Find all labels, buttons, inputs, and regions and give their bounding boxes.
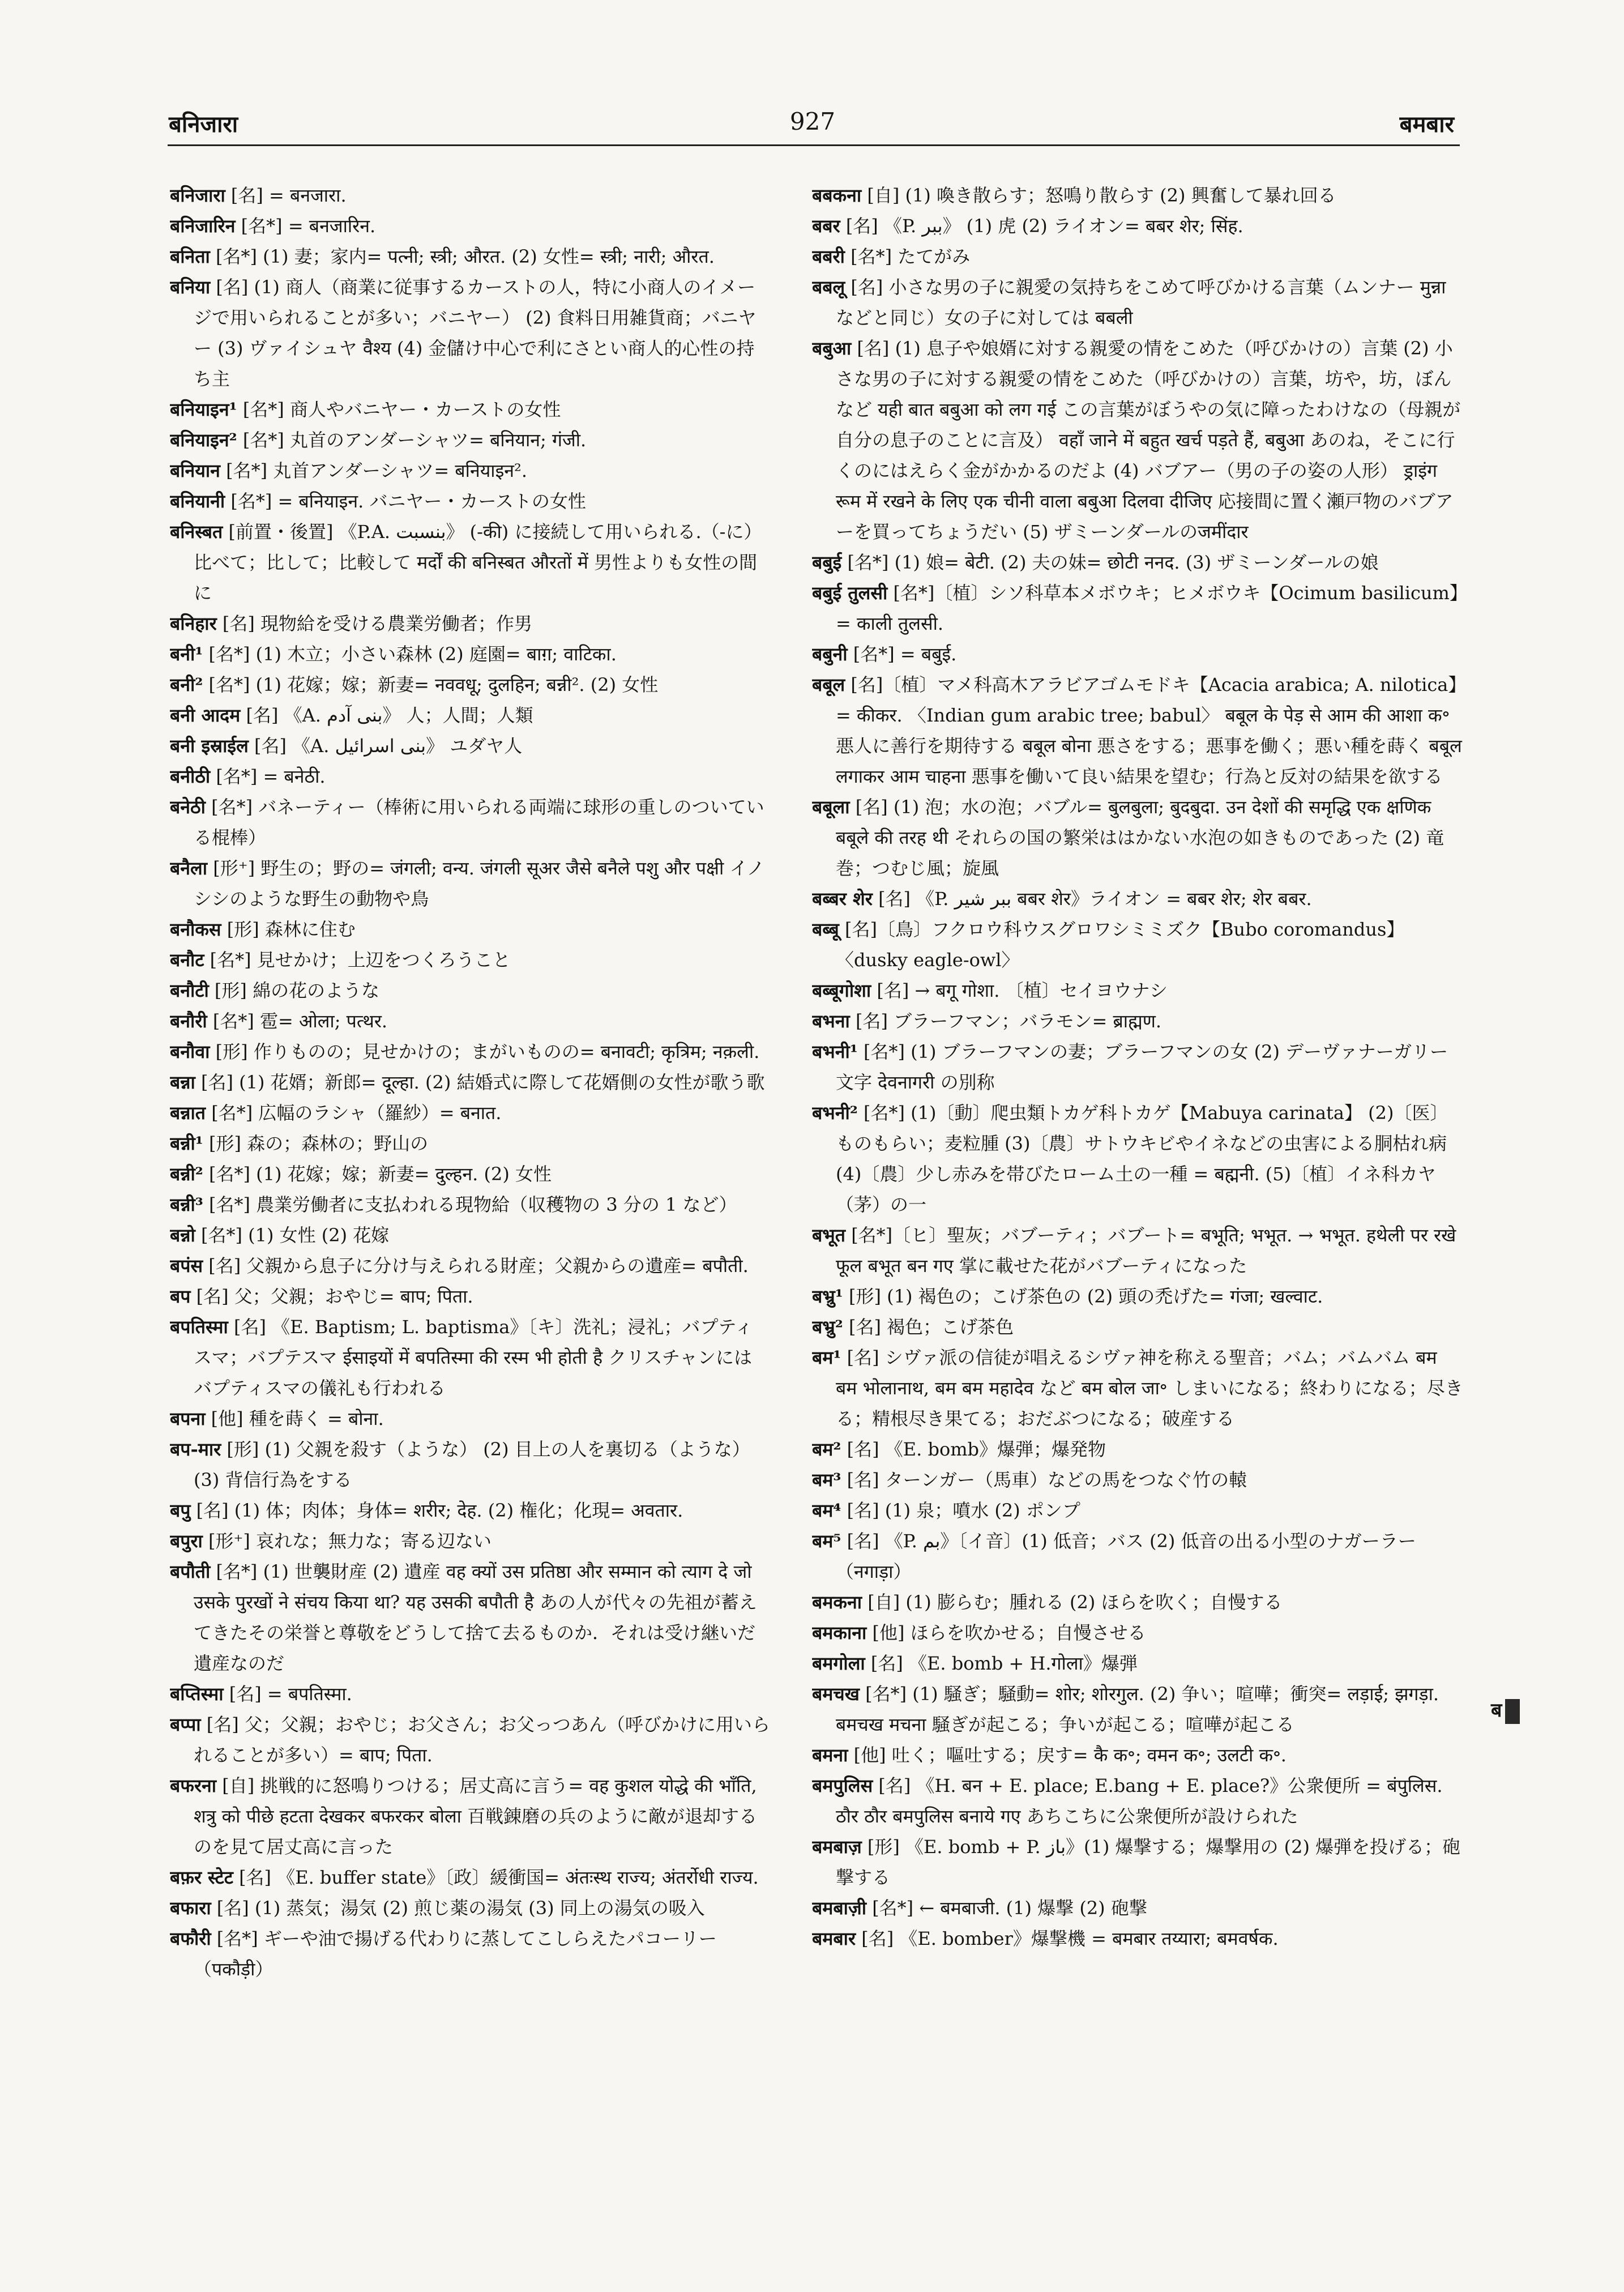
entry-definition: [形] 作りものの；見せかけの；まがいものの= बनावटी; कृत्रिम; नक़ली. (210, 1041, 760, 1062)
left-guide-word: बनिजारा (169, 111, 238, 138)
dictionary-entry (812, 1098, 1463, 1220)
entry-headword: बनिया (170, 276, 211, 298)
entry-headword: बब्बू (812, 919, 839, 940)
entry-headword: बनेठी (170, 796, 206, 818)
entry-headword: बमपुलिस (812, 1775, 873, 1796)
entry-definition: [名*] ← बमबाजी. (1) 爆撃 (2) 砲撃 (866, 1897, 1147, 1919)
entry-headword: बनिता (170, 246, 210, 267)
entry-headword: बनीठी (170, 766, 211, 787)
entry-definition: [名*]〔植〕シソ科草本メボウキ；ヒメボウキ【Ocimum basilicum】= काली तुलसी. (836, 582, 1459, 634)
entry-headword: बपंस (170, 1255, 203, 1277)
entry-headword: बनैला (170, 857, 208, 879)
entry-definition: [名*] = बनेठी. (210, 766, 326, 787)
dictionary-entry (170, 1098, 770, 1128)
header-rule (168, 144, 1460, 146)
entry-headword: बबुई (812, 552, 842, 573)
entry-definition: [名*] (1) 騒ぎ；騒動= शोर; शोरगुल. (2) 争い；喧嘩；衝突= लड़ाई; झगड़ा. बमचख मचना 騒ぎが起こる；争いが起こる；喧嘩が起こる (836, 1683, 1439, 1735)
entry-definition: [名*] (1) ブラーフマンの妻；ブラーフマンの女 (2) デーヴァナーガリー文字 देवनागरी の別称 (836, 1041, 1448, 1093)
entry-headword: बबरी (812, 246, 845, 267)
entry-headword: बफरना (170, 1775, 217, 1796)
dictionary-entry (170, 1281, 770, 1312)
dictionary-entry (170, 1495, 770, 1526)
dictionary-entry (170, 455, 770, 486)
entry-headword: बमकाना (812, 1622, 867, 1644)
entry-headword: बब्बूगोशा (812, 980, 871, 1001)
dictionary-entry (170, 517, 770, 608)
dictionary-entry (812, 1770, 1463, 1832)
entry-definition: [名] 《A. بنی اسرائیل》 ユダヤ人 (248, 735, 523, 757)
entry-definition: [名*] 商人やバニヤー・カーストの女性 (237, 399, 561, 420)
entry-headword: बनिजारिन (170, 215, 236, 237)
dictionary-entry (170, 1434, 770, 1495)
entry-headword: बपुरा (170, 1530, 203, 1552)
entry-definition: [名*] ギーや油で揚げる代わりに蒸してこしらえたパコーリー（पकौड़ी） (194, 1928, 717, 1980)
entry-headword: बनियाइन¹ (170, 399, 237, 420)
entry-definition: [前置・後置] 《P.A. بنسبت》 (-की) に接続して用いられる.（-に）比べて；比して；比較して मर्दों की बनिस्बत औरतों में 男性よりも女性の間に (194, 521, 762, 604)
dictionary-entry (812, 1220, 1463, 1281)
entry-definition: [名] 《P. ببر》 (1) 虎 (2) ライオン= बबर शेर; सिंह. (840, 215, 1243, 237)
entry-definition: [名*] (1) 女性 (2) 花嫁 (195, 1224, 390, 1246)
dictionary-entry (170, 853, 770, 914)
entry-definition: [名*]〔ヒ〕聖灰；バブーティ；バブート= बभूति; भभूत. → भभूत. हथेली पर रखे फूल बभूत बन गए 掌に載せた花がバブーティになった (836, 1224, 1456, 1277)
entry-headword: बबुनी (812, 643, 848, 665)
entry-headword: बबर (812, 215, 840, 237)
dictionary-entry (170, 1556, 770, 1679)
entry-headword: बपौती (170, 1561, 211, 1582)
entry-definition: [名] 《E. bomber》爆撃機 = बमबार तय्यारा; बमवर्षक. (856, 1928, 1279, 1949)
entry-headword: बभना (812, 1010, 850, 1032)
entry-definition: [名] 《H. बन + E. place; E.bang + E. place?》公衆便所 = बंपुलिस. ठौर ठौर बमपुलिस बनाये गए あちこちに公衆便所が設けられた (836, 1775, 1443, 1827)
entry-definition: [名] シヴァ派の信徒が唱えるシヴァ神を称える聖音；バム；バムバム बम बम भोलानाथ, बम बम महादेव など बम बोल जा॰ しまいになる；終わりになる；尽きる；精根尽き果てる；おだぶつになる；破産する (836, 1347, 1463, 1429)
dictionary-entry (812, 1587, 1463, 1617)
entry-headword: बफौरी (170, 1928, 211, 1949)
entry-headword: बप-मार (170, 1439, 221, 1460)
dictionary-entry (812, 975, 1463, 1006)
entry-definition: [名*] (1) 娘= बेटी. (2) 夫の妹= छोटी ननद. (3) ザミーンダールの娘 (841, 552, 1379, 573)
entry-definition: [名] 小さな男の子に親愛の気持ちをこめて呼びかける言葉（ムンナー मुन्ना などと同じ）女の子に対しては बबली (836, 276, 1446, 328)
entry-headword: बम⁴ (812, 1500, 841, 1521)
entry-definition: [名*] = बबुई. (847, 643, 957, 665)
dictionary-entry (812, 1832, 1463, 1893)
entry-headword: बभनी² (812, 1102, 858, 1124)
entry-definition: [名] (1) 体；肉体；身体= शरीर; देह. (2) 権化；化現= अवतार. (190, 1500, 683, 1521)
entry-headword: बप (170, 1286, 191, 1307)
dictionary-entry (170, 241, 770, 272)
right-guide-word: बमबार (1399, 111, 1454, 138)
entry-definition: [他] 吐く；嘔吐する；戻す= कै क॰; वमन क॰; उलटी क॰. (848, 1744, 1287, 1766)
entry-definition: [形] (1) 父親を殺す（ような） (2) 目上の人を裏切る（ような） (3) 背信行為をする (194, 1439, 750, 1491)
dictionary-entry (812, 1617, 1463, 1648)
entry-definition: [名] 《P. ببر شیر बबर शेर》ライオン = बबर शेर; शेर बबर. (872, 888, 1312, 910)
thumb-index-block (1505, 1699, 1520, 1724)
dictionary-entry (170, 211, 770, 241)
entry-headword: बम² (812, 1439, 841, 1460)
entry-headword: बभनी¹ (812, 1041, 858, 1062)
dictionary-entry (812, 792, 1463, 883)
entry-headword: बप्तिस्मा (170, 1683, 224, 1705)
entry-definition: [名*] (1)〔動〕爬虫類トカゲ科トカゲ【Mabuya carinata】 (2)〔医〕ものもらい；麦粒腫 (3)〔農〕サトウキビやイネなどの虫害による胴枯れ病 (4)〔農〕少し赤みを帯びたローム土の一種 = बह्मनी. (5)〔植〕イネ科カヤ（茅）の一 (836, 1102, 1448, 1215)
dictionary-entry (812, 1312, 1463, 1342)
dictionary-entry (170, 1679, 770, 1709)
entry-headword: बबूला (812, 796, 850, 818)
entry-definition: [名*] 丸首アンダーシャツ= बनियाइन². (220, 460, 528, 481)
entry-headword: बबकना (812, 185, 862, 206)
entry-headword: बमगोला (812, 1653, 865, 1674)
entry-definition: [名] 《E. bomb + H.गोला》爆弾 (865, 1653, 1138, 1674)
entry-headword: बनी¹ (170, 643, 203, 665)
dictionary-entry (170, 1923, 770, 1984)
entry-definition: [名] ターンガー（馬車）などの馬をつなぐ竹の轅 (841, 1469, 1247, 1491)
dictionary-entry (170, 1862, 770, 1893)
entry-definition: [名] 現物給を受ける農業労働者；作男 (216, 613, 533, 634)
thumb-index-letter: ब (1491, 1699, 1502, 1722)
dictionary-entry (812, 883, 1463, 914)
entry-definition: [形] 森の；森林の；野山の (203, 1133, 429, 1154)
entry-definition: [名] (1) 花婿；新郎= दूल्हा. (2) 結婚式に際して花婿側の女性が歌う歌 (195, 1072, 765, 1093)
entry-headword: बप्पा (170, 1714, 201, 1735)
entry-definition: [名*] たてがみ (844, 246, 971, 267)
entry-definition: [形⁺] 野生の；野の= जंगली; वन्य. जंगली सूअर जैसे बनैले पशु और पक्षी イノシシのような野生の動物や鳥 (194, 857, 765, 910)
dictionary-entry (170, 1312, 770, 1403)
entry-headword: बनियाइन² (170, 429, 237, 451)
dictionary-entry (170, 1189, 770, 1220)
entry-definition: [自] 挑戦的に怒鳴りつける；居丈高に言う= वह कुशल योद्धे की भाँति, शत्रु को पीछे हटता देखकर बफरकर बोला 百戦錬磨の兵のように敵が退却するのを見て居丈高に言った (194, 1775, 758, 1858)
entry-definition: [名] (1) 泉；噴水 (2) ポンプ (841, 1500, 1080, 1521)
dictionary-entry (170, 700, 770, 731)
dictionary-entry (812, 639, 1463, 669)
dictionary-entry (812, 272, 1463, 333)
entry-headword: बमचख (812, 1683, 860, 1705)
dictionary-entry (170, 608, 770, 639)
entry-definition: [形] 森林に住む (221, 919, 356, 940)
dictionary-entry (812, 1465, 1463, 1495)
entry-headword: बफारा (170, 1897, 211, 1919)
entry-headword: बनी इस्राईल (170, 735, 249, 757)
entry-definition: [形] 《E. bomb + P. باز》(1) 爆撃する；爆撃用の (2) 爆弾を投げる；砲撃する (836, 1836, 1461, 1888)
entry-headword: बमबार (812, 1928, 856, 1949)
dictionary-entry (170, 394, 770, 425)
entry-headword: बब्बर शेर (812, 888, 873, 910)
entry-headword: बपना (170, 1408, 206, 1429)
entry-headword: बनौटी (170, 980, 209, 1001)
dictionary-entry (170, 1128, 770, 1159)
dictionary-entry (812, 547, 1463, 578)
entry-headword: बभ्रु² (812, 1316, 843, 1338)
entry-headword: बपतिस्मा (170, 1316, 228, 1338)
dictionary-entry (812, 578, 1463, 639)
entry-headword: बम⁵ (812, 1530, 841, 1552)
dictionary-entry (812, 180, 1463, 211)
entry-definition: [名] 《E. buffer state》〔政〕緩衝国= अंतःस्थ राज्य; अंतर्रोधी राज्य. (233, 1867, 759, 1888)
entry-definition: [形⁺] 哀れな；無力な；寄る辺ない (202, 1530, 492, 1552)
dictionary-entry (812, 333, 1463, 547)
entry-definition: [名*] (1) 花嫁；嫁；新妻= नववधू; दुलहिन; बन्नी². (2) 女性 (203, 674, 659, 695)
entry-definition: [名] (1) 蒸気；湯気 (2) 煎じ薬の湯気 (3) 同上の湯気の吸入 (211, 1897, 705, 1919)
dictionary-entry (170, 1526, 770, 1556)
entry-definition: [名*] (1) 花嫁；嫁；新妻= दुल्हन. (2) 女性 (203, 1163, 552, 1185)
entry-headword: बनौवा (170, 1041, 210, 1062)
dictionary-entry (812, 1923, 1463, 1954)
entry-definition: [名] (1) 息子や娘婿に対する親愛の情をこめた（呼びかけの）言葉 (2) 小さな男の子に対する親愛の情をこめた（呼びかけの）言葉，坊や，坊，ぼんなど यही बात बबुआ को लग गई この言葉がぼうやの気に障ったわけなの（母親が自分の息子のことに言及） वहाँ जाने में बहुत खर्च पड़ते हैं, बबुआ あのね，そこに行くのにはえらく金がかかるのだよ (4) バブアー（男の子の姿の人形） ड्राइंग रूम में रखने के लिए एक चीनी वाला बबुआ दिलवा दीजिए 応接間に置く瀬戸物のバブアーを買ってちょうだい (5) ザミーンダールのजमींदार (836, 338, 1461, 543)
dictionary-entry (812, 1495, 1463, 1526)
dictionary-entry (170, 1220, 770, 1250)
entry-headword: बनी² (170, 674, 203, 695)
entry-headword: बबुआ (812, 338, 852, 359)
dictionary-entry (170, 731, 770, 761)
dictionary-entry (170, 1770, 770, 1862)
entry-headword: बनी आदम (170, 705, 241, 726)
entry-headword: बमबाज़ (812, 1836, 862, 1858)
dictionary-entry (812, 1342, 1463, 1434)
entry-headword: बम¹ (812, 1347, 841, 1368)
right-column (812, 180, 1463, 2196)
dictionary-entry (170, 1036, 770, 1067)
entry-definition: [名*] 雹= ओला; पत्थर. (207, 1010, 388, 1032)
entry-headword: बपु (170, 1500, 191, 1521)
dictionary-entry (170, 975, 770, 1006)
entry-definition: [名] (1) 泡；水の泡；バブル= बुलबुला; बुदबुदा. उन देशों की समृद्धि एक क्षणिक बबूले की तरह थी それらの国の繁栄ははかない水泡の如きものであった (2) 竜巻；つむじ風；旋風 (836, 796, 1444, 879)
dictionary-entry (812, 1006, 1463, 1036)
entry-definition: [自] (1) 膨らむ；腫れる (2) ほらを吹く；自慢する (862, 1591, 1283, 1613)
entry-headword: बनौकस (170, 919, 221, 940)
entry-definition: [名] 《A. بنی آدم》 人；人間；人類 (240, 705, 533, 726)
entry-headword: बनौट (170, 949, 204, 971)
dictionary-entry (170, 639, 770, 669)
entry-definition: [他] ほらを吹かせる；自慢させる (866, 1622, 1146, 1644)
dictionary-entry (812, 1281, 1463, 1312)
entry-headword: बनिहार (170, 613, 217, 634)
dictionary-entry (812, 1036, 1463, 1098)
thumb-index-tab (1491, 1696, 1525, 1728)
entry-definition: [名] 父；父親；おやじ= बाप; पिता. (190, 1286, 473, 1307)
entry-headword: बबलू (812, 276, 845, 298)
dictionary-entry (170, 1250, 770, 1281)
dictionary-entry (170, 1067, 770, 1098)
entry-definition: [名] 《E. bomb》爆弾；爆発物 (841, 1439, 1106, 1460)
entry-definition: [形] (1) 褐色の；こげ茶色の (2) 頭の禿げた= गंजा; खल्वाट. (843, 1286, 1323, 1307)
entry-headword: बनियान (170, 460, 220, 481)
entry-headword: बनौरी (170, 1010, 207, 1032)
dictionary-entry (170, 669, 770, 700)
dictionary-entry (812, 211, 1463, 241)
page-header (0, 108, 1624, 147)
entry-definition: [名*] (1) 木立；小さい森林 (2) 庭園= बाग़; वाटिका. (203, 643, 617, 665)
entry-headword: बन्ना (170, 1072, 195, 1093)
entry-definition: [名*] (1) 妻；家内= पत्नी; स्त्री; औरत. (2) 女性= स्त्री; नारी; औरत. (210, 246, 715, 267)
entry-headword: बनिजारा (170, 185, 225, 206)
entry-headword: बन्नी¹ (170, 1133, 203, 1154)
entry-definition: [名] 父親から息子に分け与えられる財産；父親からの遺産= बपौती. (203, 1255, 749, 1277)
dictionary-entry (170, 1893, 770, 1923)
entry-headword: बनियानी (170, 490, 225, 512)
entry-definition: [名*] (1) 世襲財産 (2) 遺産 वह क्यों उस प्रतिष्ठा और सम्मान को त्याग दे जो उसके पुरखों ने संचय किया था? यह उसकी बपौती है あの人が代々の先祖が蓄えてきたその栄誉と尊敬をどうして捨て去るものか．それは受け継いだ遺産なのだ (194, 1561, 757, 1674)
entry-definition: [名*] 丸首のアンダーシャツ= बनियान; गंजी. (237, 429, 587, 451)
dictionary-entry (170, 425, 770, 455)
left-column (170, 180, 770, 2196)
entry-definition: [名] 父；父親；おやじ；お父さん；お父っつあん（呼びかけに用いられることが多い）= बाप; पिता. (194, 1714, 770, 1766)
entry-headword: बम³ (812, 1469, 841, 1491)
page-number: 927 (789, 108, 836, 135)
dictionary-entry (812, 1679, 1463, 1740)
entry-headword: बन्नी³ (170, 1194, 203, 1215)
dictionary-entry (170, 180, 770, 211)
entry-definition: [名] ブラーフマン；バラモン= ब्राह्मण. (849, 1010, 1162, 1032)
dictionary-entry (170, 1006, 770, 1036)
entry-headword: बन्नो (170, 1224, 195, 1246)
entry-definition: [自] (1) 喚き散らす；怒鳴り散らす (2) 興奮して暴れ回る (861, 185, 1336, 206)
entry-definition: [名*] = बनियाइन. バニヤー・カーストの女性 (225, 490, 586, 512)
entry-definition: [名] 褐色；こげ茶色 (843, 1316, 1014, 1338)
entry-headword: बमकना (812, 1591, 862, 1613)
dictionary-entry (812, 669, 1463, 792)
entry-definition: [名*] = बनजारिन. (235, 215, 376, 237)
entry-headword: बभ्रु¹ (812, 1286, 843, 1307)
entry-headword: बफ़र स्टेट (170, 1867, 233, 1888)
entry-headword: बभूत (812, 1224, 846, 1246)
entry-definition: [名] = बनजारा. (225, 185, 347, 206)
dictionary-entry (812, 241, 1463, 272)
dictionary-entry (812, 1434, 1463, 1465)
dictionary-entry (170, 792, 770, 853)
dictionary-entry (812, 1648, 1463, 1679)
entry-definition: [名]〔鳥〕フクロウ科ウスグロワシミミズク【Bubo coromandus】〈dusky eagle-owl〉 (836, 919, 1405, 971)
dictionary-entry (170, 486, 770, 517)
dictionary-entry (812, 914, 1463, 975)
entry-definition: [名] = बपतिस्मा. (223, 1683, 352, 1705)
entry-definition: [名] 《E. Baptism; L. baptisma》〔キ〕洗礼；浸礼；バプティスマ；バプテスマ ईसाइयों में बपतिस्मा की रस्म भी होती है クリスチャンにはバプティスマの儀礼も行われる (194, 1316, 753, 1399)
entry-headword: बमना (812, 1744, 848, 1766)
dictionary-entry (812, 1526, 1463, 1587)
entry-headword: बमबाज़ी (812, 1897, 867, 1919)
dictionary-entry (170, 1159, 770, 1189)
entry-headword: बन्नी² (170, 1163, 203, 1185)
entry-definition: [名*] 見せかけ；上辺をつくろうこと (204, 949, 511, 971)
entry-headword: बन्नात (170, 1102, 206, 1124)
dictionary-entry (170, 914, 770, 945)
entry-definition: [他] 種を蒔く = बोना. (205, 1408, 384, 1429)
entry-definition: [名*] バネーティー（棒術に用いられる両端に球形の重しのついている棍棒） (194, 796, 764, 848)
dictionary-entry (170, 1403, 770, 1434)
entry-definition: [名]〔植〕マメ科高木アラビアゴムモドキ【Acacia arabica; A. nilotica】= कीकर. 〈Indian gum arabic tree; babul〉 बबूल के पेड़ से आम की आशा क॰ 悪人に善行を期待する बबूल बोना 悪さをする；悪事を働く；悪い種を蒔く बबूल लगाकर आम चाहना 悪事を働いて良い結果を望む；行為と反対の結果を欲する (836, 674, 1462, 787)
dictionary-entry (170, 945, 770, 975)
entry-headword: बबूल (812, 674, 845, 695)
entry-definition: [名*] 広幅のラシャ（羅紗）= बनात. (206, 1102, 502, 1124)
dictionary-entry (170, 272, 770, 394)
entry-definition: [名] 《P. بم》〔イ音〕(1) 低音；バス (2) 低音の出る小型のナガーラー（नगाड़ा） (836, 1530, 1416, 1582)
entry-headword: बनिस्बत (170, 521, 223, 543)
dictionary-entry (812, 1893, 1463, 1923)
entry-definition: [名*] 農業労働者に支払われる現物給（収穫物の 3 分の 1 など） (203, 1194, 737, 1215)
dictionary-entry (812, 1740, 1463, 1770)
dictionary-entry (170, 761, 770, 792)
entry-definition: [名] → बगू गोशा. 〔植〕セイヨウナシ (871, 980, 1168, 1001)
entry-definition: [名] (1) 商人（商業に従事するカーストの人，特に小商人のイメージで用いられることが多い；バニヤー） (2) 食料日用雑貨商；バニヤー (3) ヴァイシュヤ वैश्य (4) 金儲け中心で利にさとい商人的心性の持ち主 (194, 276, 757, 390)
dictionary-entry (170, 1709, 770, 1770)
entry-definition: [形] 綿の花のような (208, 980, 380, 1001)
entry-headword: बबुई तुलसी (812, 582, 888, 604)
